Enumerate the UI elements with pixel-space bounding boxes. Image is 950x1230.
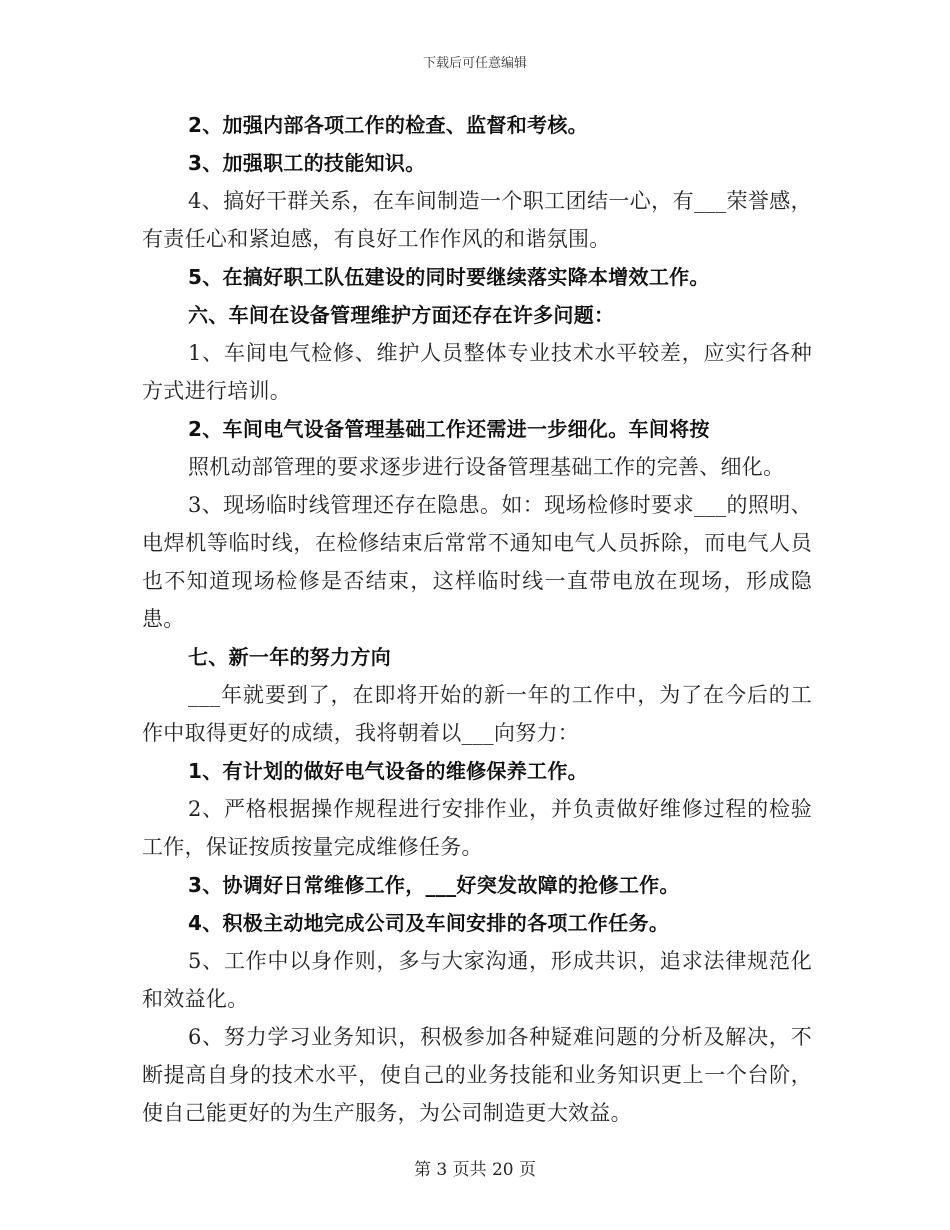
document-body (142, 106, 812, 1132)
paragraph-item-2-basics: 2、车间电气设备管理基础工作还需进一步细化。车间将按 (188, 417, 710, 441)
paragraph-item-3-skills: 3、加强职工的技能知识。 (188, 151, 426, 175)
paragraph-intro-new-year: ___年就要到了，在即将开始的新一年的工作中，为了在今后的工作中取得更好的成绩，我将朝着以___向努力： (142, 683, 812, 745)
paragraph-item-2-basics-cont: 照机动部管理的要求逐步进行设备管理基础工作的完善、细化。 (188, 455, 785, 479)
paragraph-goal-3: 3、协调好日常维修工作，___好突发故障的抢修工作。 (188, 873, 680, 897)
page-header: 下载后可任意编辑 (422, 56, 527, 71)
section-heading-7: 七、新一年的努力方向 (188, 645, 391, 669)
paragraph-item-3-temp-lines: 3、现场临时线管理还存在隐患。如：现场检修时要求___的照明、电焊机等临时线，在检修结束后常常不通知电气人员拆除，而电气人员也不知道现场检修是否结束，这样临时线一直带电放在现场，形成隐患。 (142, 493, 812, 631)
section-heading-6: 六、车间在设备管理维护方面还存在许多问题： (188, 303, 615, 327)
paragraph-item-4-relations: 4、搞好干群关系，在车间制造一个职工团结一心，有___荣誉感，有责任心和紧迫感，有良好工作作风的和谐氛围。 (142, 189, 812, 251)
paragraph-goal-4: 4、积极主动地完成公司及车间安排的各项工作任务。 (188, 911, 670, 935)
paragraph-goal-2: 2、严格根据操作规程进行安排作业，并负责做好维修过程的检验工作，保证按质按量完成维修任务。 (142, 797, 812, 859)
paragraph-goal-1: 1、有计划的做好电气设备的维修保养工作。 (188, 759, 588, 783)
paragraph-goal-5: 5、工作中以身作则，多与大家沟通，形成共识，追求法律规范化和效益化。 (142, 949, 812, 1011)
paragraph-goal-6: 6、努力学习业务知识，积极参加各种疑难问题的分析及解决，不断提高自身的技术水平，使自己的业务技能和业务知识更上一个台阶，使自己能更好的为生产服务，为公司制造更大效益。 (142, 1025, 812, 1125)
page-footer: 第 3 页共 20 页 (413, 1160, 537, 1180)
paragraph-item-2-inspection: 2、加强内部各项工作的检查、监督和考核。 (188, 113, 588, 137)
paragraph-item-1-training: 1、车间电气检修、维护人员整体专业技术水平较差，应实行各种方式进行培训。 (142, 341, 812, 403)
paragraph-item-5-cost: 5、在搞好职工队伍建设的同时要继续落实降本增效工作。 (188, 265, 710, 289)
